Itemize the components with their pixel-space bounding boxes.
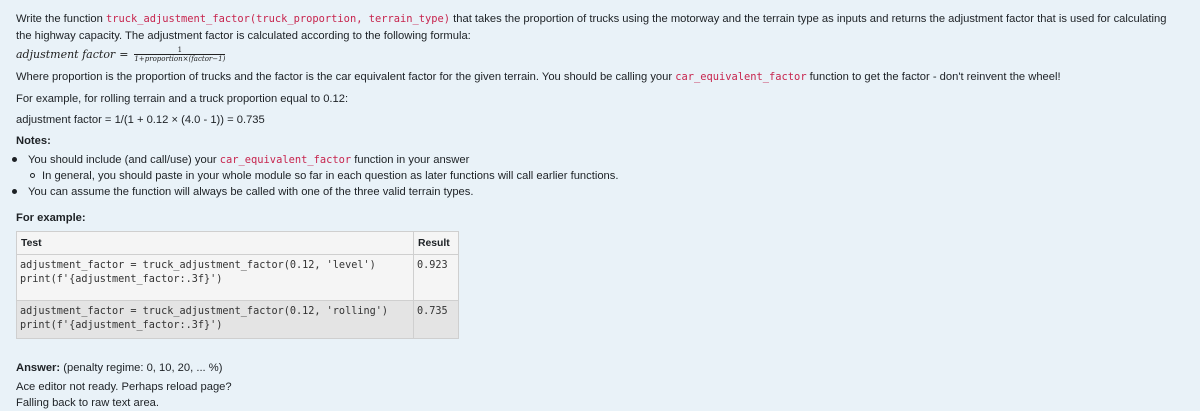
where-paragraph bbox=[16, 69, 1061, 85]
note-text: You should include (and call/use) your bbox=[28, 154, 220, 166]
where-text-cont: function to get the factor - don't reinvent the wheel! bbox=[806, 71, 1061, 83]
answer-section bbox=[16, 360, 232, 411]
formula-numerator: 1 bbox=[177, 46, 183, 54]
note-subitem bbox=[12, 168, 618, 184]
table-header-test: Test bbox=[17, 232, 414, 255]
example-calculation: adjustment factor = 1/(1 + 0.12 × (4.0 - 1)) = 0.735 bbox=[16, 114, 265, 126]
function-signature-code: truck_adjustment_factor(truck_proportion, terrain_type) bbox=[105, 13, 451, 25]
note-item bbox=[12, 152, 618, 168]
table-header-row bbox=[17, 232, 459, 255]
formula-lhs: adjustment factor bbox=[16, 47, 116, 61]
note-text: You can assume the function will always be called with one of the three valid terrain types. bbox=[28, 186, 474, 198]
note-item bbox=[12, 184, 618, 200]
car-equivalent-factor-code: car_equivalent_factor bbox=[219, 154, 352, 166]
where-text: Where proportion is the proportion of trucks and the factor is the car equivalent factor for the given terrain. You should be calling your bbox=[16, 71, 676, 83]
editor-status-message: Ace editor not ready. Perhaps reload page? bbox=[16, 381, 232, 393]
bullet-dot-icon bbox=[12, 157, 17, 162]
table-header-result: Result bbox=[414, 232, 459, 255]
answer-line bbox=[16, 360, 232, 376]
example-intro: For example, for rolling terrain and a truck proportion equal to 0.12: bbox=[16, 93, 349, 105]
intro-text-cont: that takes the proportion of trucks using the motorway and the terrain type as inputs and returns the adjustment factor that is used for calculating the highway capacity. The adjustment factor is calculated according to the following formula: bbox=[16, 13, 1167, 42]
note-subitem-text: In general, you should paste in your whole module so far in each question as later functions will call earlier functions. bbox=[42, 170, 619, 182]
formula-equals: = bbox=[119, 47, 129, 61]
test-code-cell: adjustment_factor = truck_adjustment_factor(0.12, 'rolling') print(f'{adjustment_factor:.3f}') bbox=[17, 301, 414, 339]
result-cell: 0.923 bbox=[414, 255, 459, 301]
formula bbox=[16, 45, 225, 63]
penalty-regime: (penalty regime: 0, 10, 20, ... %) bbox=[63, 362, 223, 374]
notes-list bbox=[12, 152, 618, 200]
intro-text: Write the function bbox=[16, 13, 106, 25]
formula-fraction bbox=[134, 47, 225, 63]
examples-table bbox=[16, 231, 459, 339]
question-intro bbox=[16, 11, 1176, 45]
answer-label: Answer: bbox=[16, 362, 61, 374]
bullet-dot-icon bbox=[12, 189, 17, 194]
test-code-cell: adjustment_factor = truck_adjustment_factor(0.12, 'level') print(f'{adjustment_factor:.3f}') bbox=[17, 255, 414, 301]
notes-heading: Notes: bbox=[16, 135, 51, 147]
note-text-cont: function in your answer bbox=[351, 154, 470, 166]
result-cell: 0.735 bbox=[414, 301, 459, 339]
for-example-heading: For example: bbox=[16, 212, 86, 224]
table-row bbox=[17, 301, 459, 339]
table-row bbox=[17, 255, 459, 301]
bullet-circle-icon bbox=[30, 173, 35, 178]
formula-denominator: 1+proportion×(factor−1) bbox=[134, 55, 226, 63]
editor-fallback-message: Falling back to raw text area. bbox=[16, 397, 160, 409]
car-equivalent-factor-code: car_equivalent_factor bbox=[675, 71, 807, 83]
